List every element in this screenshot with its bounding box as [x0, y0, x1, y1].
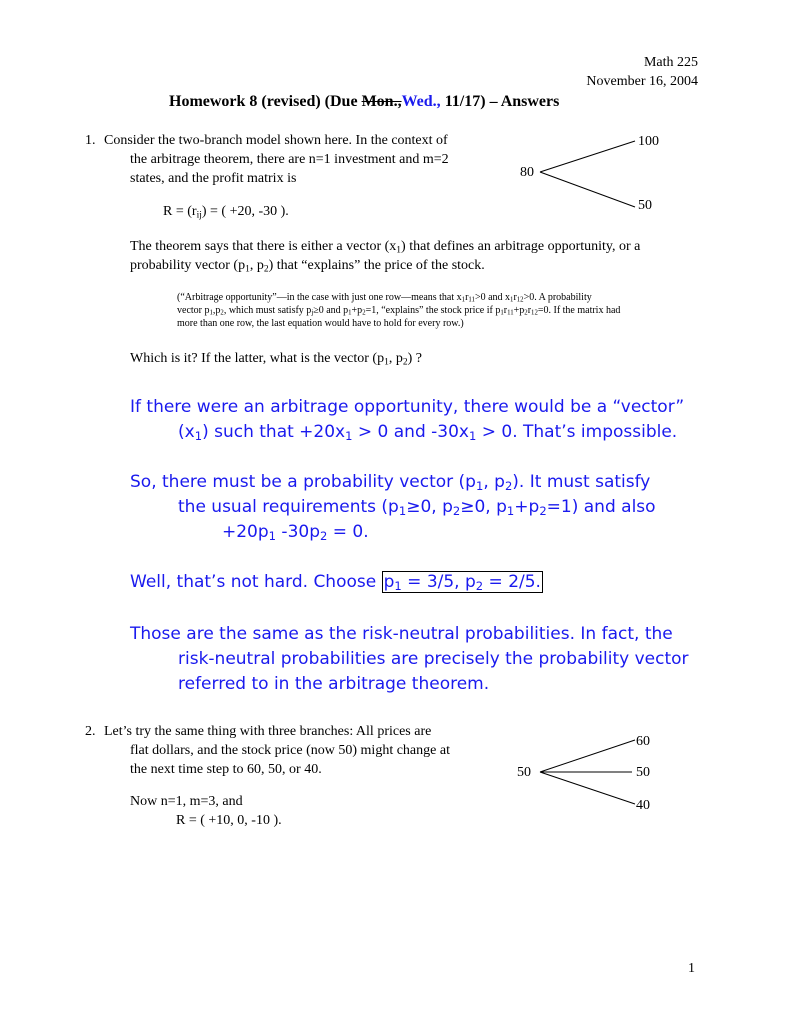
tree2-down-value: 40 [636, 798, 650, 813]
answer-arbitrage: If there were an arbitrage opportunity, there would be a “vector” $(x_1)$ such that $+20x_1 > 0$ and $-30x_1 > 0$. That’s impossible. [130, 397, 685, 443]
answer-probability-vector: So, there must be a probability vector ($p_1$, $p_2$). It must satisfy the usual requirements ($p_1\ge 0$, $p_2\ge 0$, $p_1+p_2=1$) and also $+20p_1$ $-30p_2 = 0$. [130, 472, 656, 543]
header-block [586, 53, 698, 91]
answer-choice: Well, that’s not hard. Choose $p_1 = 3/5$, $p_2 = 2/5$. [130, 572, 541, 593]
arbitrage-note: (“Arbitrage opportunity”—in the case with just one row—means that $x_1r_{11}>0$ and $x_1r_{12}>0$. A probability vector $p_1,p_2$, which must satisfy $p_j\ge 0$ and $p_1+p_2=1$, “explains” the stock price if $p_1r_{11}+p_2r_{12}=0$. If the matrix had more than one row, the last equation would have to hold for every row.) [177, 292, 621, 329]
tree2-mid-value: 50 [636, 765, 650, 780]
problem-2-setup: Now n=1, m=3, and R = ( +10, 0, -10 ). [130, 794, 282, 828]
tree-root-value: 80 [520, 165, 534, 180]
tree2-branch-up [540, 740, 635, 772]
tree-branch-up [540, 141, 635, 172]
problem-1-question: Which is it? If the latter, what is the vector ($p_1$, $p_2$) ? [130, 351, 422, 368]
tree2-root-value: 50 [517, 765, 531, 780]
problem-2-statement: Let’s try the same thing with three branches: All prices are flat dollars, and the stock price (now 50) might change at the next time step to 60, 50, or 40. [104, 724, 450, 777]
boxed-answer: $p_1 = 3/5$, $p_2 = 2/5$. [383, 572, 541, 593]
page-number: 1 [688, 961, 695, 976]
tree2-branch-down [540, 772, 635, 804]
theorem-statement: The theorem says that there is either a vector $(x_1)$ that defines an arbitrage opportunity, or a probability vector ($p_1$, $p_2$) that “explains” the price of the stock. [130, 239, 641, 275]
tree-branch-down [540, 172, 635, 207]
course-name: Math 225 [643, 55, 698, 70]
profit-matrix: $R = (r_{ij})$ = ( +20, -30 ). [163, 204, 289, 221]
header-date: November 16, 2004 [586, 74, 698, 89]
revised-day: Wed., [401, 93, 441, 110]
problem-1-number: 1. [85, 133, 96, 148]
struck-day: Mon., [361, 93, 402, 110]
problem-2-number: 2. [85, 724, 96, 739]
tree-down-value: 50 [638, 198, 652, 213]
tree2-up-value: 60 [636, 734, 650, 749]
page-title: Homework 8 (revised) (Due Mon.,Wed., 11/17) – Answers [169, 93, 560, 110]
tree-up-value: 100 [638, 134, 659, 149]
problem-1-statement: Consider the two-branch model shown here. In the context of the arbitrage theorem, there are n=1 investment and m=2 states, and the profit matrix is [104, 133, 449, 186]
answer-risk-neutral: Those are the same as the risk-neutral probabilities. In fact, the risk-neutral probabilities are precisely the probability vector referred to in the arbitrage theorem. [130, 624, 689, 694]
